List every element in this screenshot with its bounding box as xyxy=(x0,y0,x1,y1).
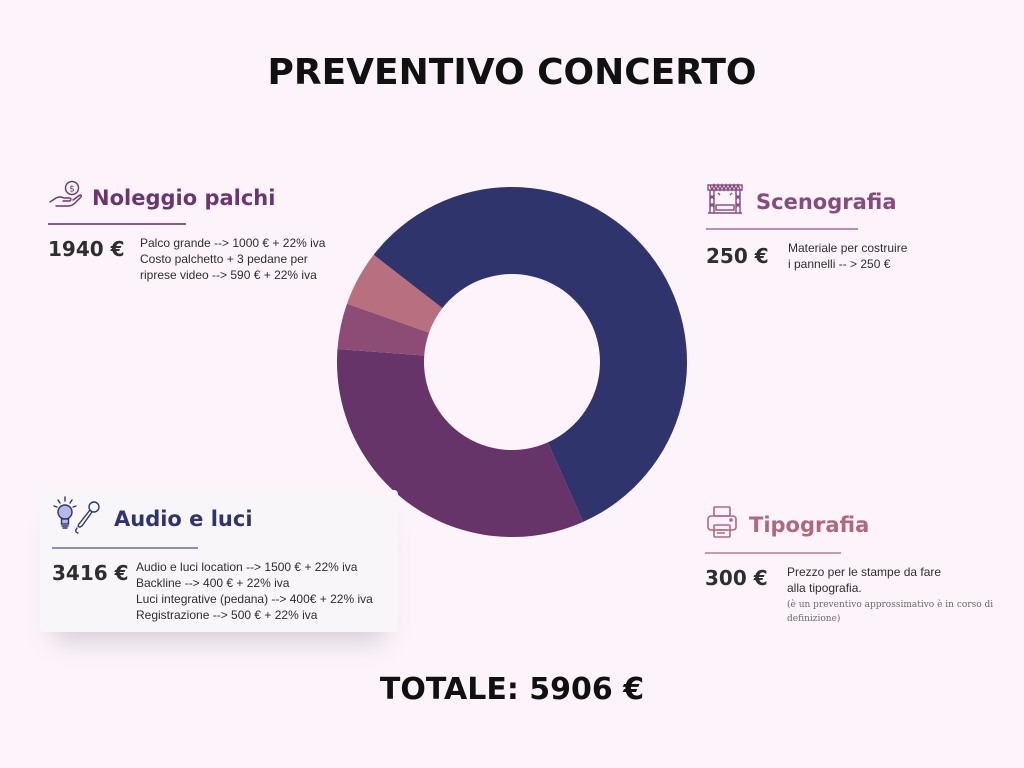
detail-line: riprese video --> 590 € + 22% iva xyxy=(140,268,317,282)
detail-line: alla tipografia. xyxy=(787,581,862,595)
svg-text:$: $ xyxy=(69,184,75,195)
audio-luci-label: Audio e luci xyxy=(114,506,253,531)
total-amount: TOTALE: 5906 € xyxy=(379,672,645,707)
detail-line: i pannelli -- > 250 € xyxy=(788,257,891,271)
detail-line: Costo palchetto + 3 pedane per xyxy=(140,252,308,266)
noleggio-palchi-amount: 1940 € xyxy=(48,237,125,261)
audio-luci-card xyxy=(40,490,398,632)
detail-line: Registrazione --> 500 € + 22% iva xyxy=(136,608,318,622)
audio-luci-amount: 3416 € xyxy=(52,561,129,585)
noleggio-palchi-details xyxy=(140,235,325,283)
tipografia-amount: 300 € xyxy=(705,566,768,590)
printer-icon xyxy=(705,505,739,544)
detail-line: Materiale per costruire xyxy=(788,241,908,255)
divider xyxy=(705,552,841,554)
detail-line: Backline --> 400 € + 22% iva xyxy=(136,576,290,590)
scenografia-label: Scenografia xyxy=(756,189,897,214)
divider xyxy=(52,547,198,549)
detail-line: Luci integrative (pedana) --> 400€ + 22% iva xyxy=(136,592,373,606)
page-title: PREVENTIVO CONCERTO xyxy=(267,52,757,93)
detail-line: Prezzo per le stampe da fare xyxy=(787,565,942,579)
noleggio-palchi-label: Noleggio palchi xyxy=(92,185,276,210)
detail-line: Audio e luci location --> 1500 € + 22% iva xyxy=(136,560,358,574)
note-line: (è un preventivo approssimativo è in corso di xyxy=(787,600,994,610)
tipografia-note xyxy=(787,598,993,626)
note-line: definizione) xyxy=(787,614,841,624)
scenografia-details xyxy=(788,240,907,272)
divider xyxy=(706,228,858,230)
hand-money-icon xyxy=(48,180,84,215)
tipografia-label: Tipografia xyxy=(749,512,870,537)
stage-icon xyxy=(706,183,744,220)
scenografia-amount: 250 € xyxy=(706,244,769,268)
audio-luci-details xyxy=(136,559,373,623)
scenografia-card xyxy=(706,183,966,272)
detail-line: Palco grande --> 1000 € + 22% iva xyxy=(140,236,326,250)
noleggio-palchi-card xyxy=(48,180,378,283)
tipografia-card xyxy=(705,505,995,626)
divider xyxy=(48,223,186,225)
tipografia-details xyxy=(787,564,993,626)
bulb-microphone-icon xyxy=(52,496,102,541)
